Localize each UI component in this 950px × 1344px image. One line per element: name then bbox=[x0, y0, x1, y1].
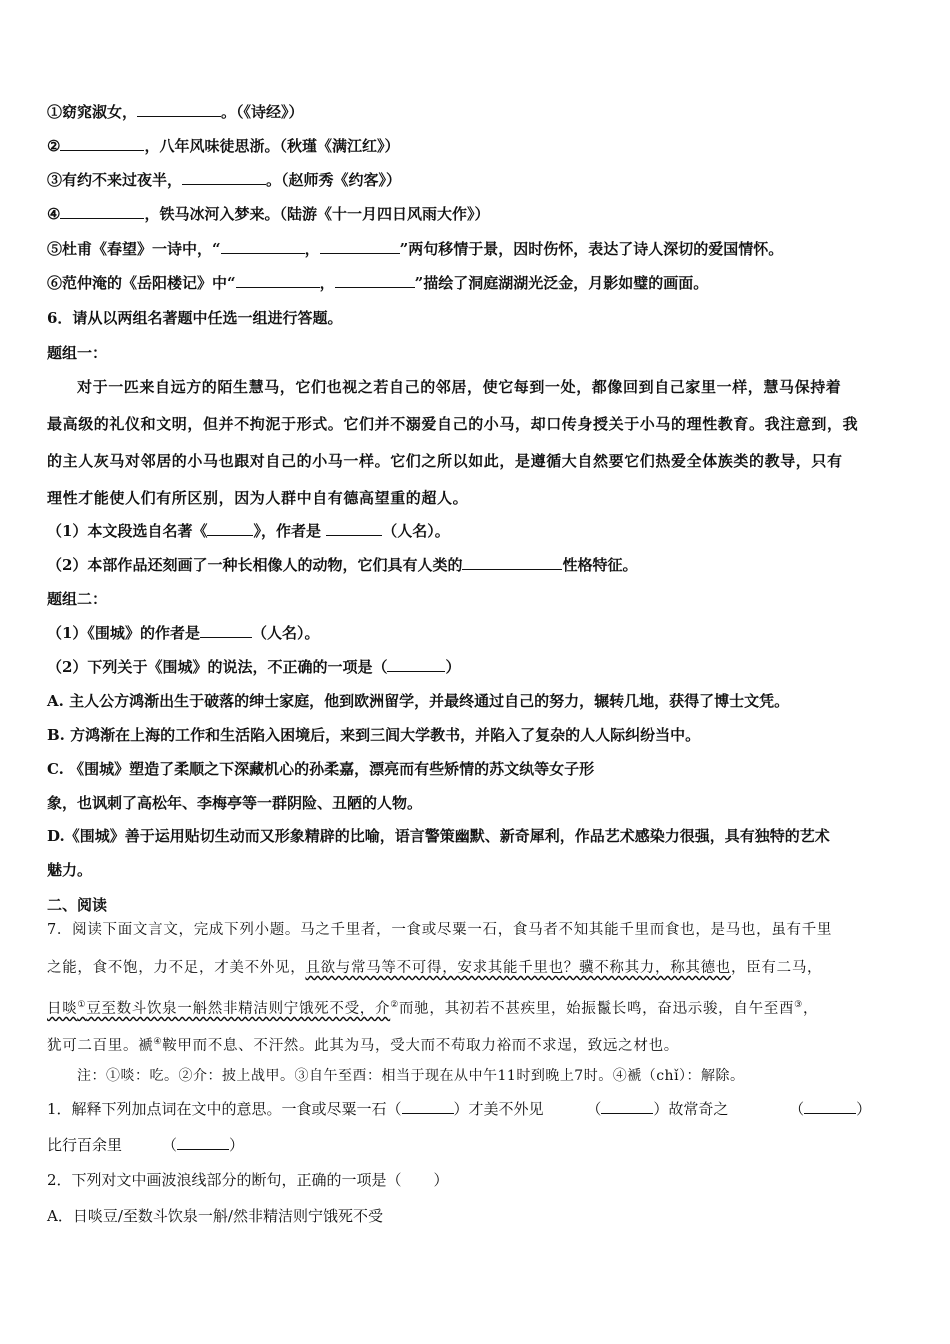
g1-question-2 bbox=[47, 555, 637, 575]
group2-label: 题组二： bbox=[47, 590, 108, 608]
answer-blank[interactable] bbox=[320, 239, 400, 254]
poem-text: ”两句移情于景，因时伤怀，表达了诗人深切的爱国情怀。 bbox=[399, 240, 784, 258]
sub-question-1 bbox=[47, 1099, 871, 1119]
question-text: 2．下列对文中画波浪线部分的断句，正确的一项是（ bbox=[47, 1171, 402, 1189]
q7-line: 7．阅读下面文言文，完成下列小题。马之千里者，一食或尽粟一石，食马者不知其能千里而食也，是马也，虽有千里 bbox=[47, 922, 833, 938]
question-text: （ bbox=[162, 1136, 178, 1154]
g2-question-2 bbox=[47, 657, 460, 677]
poem-fill-2 bbox=[47, 136, 399, 156]
poem-source: （秋瑾《满江红》） bbox=[279, 137, 400, 155]
passage-line: 的主人灰马对邻居的小马也跟对自己的小马一样。它们之所以如此，是遵循大自然要它们热爱全体族类的教导，只有 bbox=[47, 452, 843, 470]
footnotes: 注：①啖：吃。②介：披上战甲。③自午至酉：相当于现在从中午11时到晚上7时。④褫（chǐ）：解除。 bbox=[77, 1068, 745, 1084]
answer-blank[interactable] bbox=[804, 1099, 856, 1114]
poem-text: ①窈窕淑女， bbox=[47, 103, 138, 121]
wavy-underlined-text bbox=[47, 1001, 390, 1017]
classical-text: 犹可二百里。褫 bbox=[47, 1037, 154, 1054]
classical-text: 日啖 bbox=[47, 1000, 78, 1017]
poem-text: ③有约不来过夜半， bbox=[47, 171, 183, 189]
question-text: （ bbox=[586, 1100, 602, 1118]
question-text: ） bbox=[433, 1171, 449, 1189]
answer-blank[interactable] bbox=[182, 170, 266, 185]
question-text: 性格特征。 bbox=[562, 556, 638, 574]
poem-text: ，八年风味徒思浙。 bbox=[144, 137, 280, 155]
question-text: ） bbox=[445, 658, 461, 676]
answer-blank[interactable] bbox=[326, 521, 382, 536]
question-text: （1）本文段选自名著《 bbox=[47, 522, 208, 540]
group1-label: 题组一： bbox=[47, 344, 108, 362]
passage-line: 理性才能使人们有所区别，因为人群中自有德高望重的超人。 bbox=[47, 489, 469, 507]
wavy-underlined-text: 且欲与常马等不可得，安求其能千里也？骥不称其力，称其德也 bbox=[305, 960, 732, 976]
answer-blank[interactable] bbox=[387, 657, 445, 672]
poem-text: ， bbox=[319, 274, 335, 292]
question-text: 比行百余里 bbox=[47, 1136, 123, 1154]
poem-text: ，铁马冰河入梦来。 bbox=[144, 205, 280, 223]
option-d-cont: 魅力。 bbox=[47, 861, 93, 879]
classical-text: ， bbox=[802, 1000, 819, 1017]
poem-text: ， bbox=[304, 240, 320, 258]
question-text: ） bbox=[856, 1100, 872, 1118]
answer-blank[interactable] bbox=[60, 136, 144, 151]
poem-text: ④ bbox=[47, 205, 61, 223]
answer-blank[interactable] bbox=[177, 1135, 229, 1150]
option-d: D.《围城》善于运用贴切生动而又形象精辟的比喻，语言警策幽默、新奇犀利，作品艺术感染力很强，具有独特的艺术 bbox=[47, 827, 830, 845]
option-b: B. 方鸿渐在上海的工作和生活陷入困境后，来到三闾大学教书，并陷入了复杂的人人际纠纷当中。 bbox=[47, 726, 701, 744]
poem-text: 。 bbox=[221, 103, 237, 121]
poem-fill-5 bbox=[47, 239, 783, 259]
footnote-mark: ② bbox=[390, 1000, 399, 1010]
question-text: （人名）。 bbox=[251, 624, 320, 642]
option-c-cont: 象，也讽刺了高松年、李梅亭等一群阴险、丑陋的人物。 bbox=[47, 794, 423, 812]
question-text: （2）下列关于《围城》的说法，不正确的一项是（ bbox=[47, 658, 388, 676]
classical-text: 而驰，其初若不甚疾里，始振鬣长鸣，奋迅示骏，自午至酉 bbox=[398, 1000, 795, 1017]
footnote-mark: ④ bbox=[153, 1037, 163, 1047]
question-text: （2）本部作品还刻画了一种长相像人的动物，它们具有人类的 bbox=[47, 556, 463, 574]
poem-source: （赵师秀《约客》） bbox=[281, 171, 402, 189]
footnote-mark: ③ bbox=[794, 1000, 803, 1010]
q7-line bbox=[47, 1032, 679, 1056]
option-a: A. 主人公方鸿渐出生于破落的绅士家庭，他到欧洲留学，并最终通过自己的努力，辗转几地，获得了博士文凭。 bbox=[47, 692, 790, 710]
classical-text: 豆至数斗饮泉一斛然非精洁则宁饿死不受，介 bbox=[86, 1000, 391, 1017]
option-c: C. 《围城》塑造了柔顺之下深藏机心的孙柔嘉，漂亮而有些矫情的苏文纨等女子形 bbox=[47, 760, 595, 778]
poem-fill-6 bbox=[47, 273, 708, 293]
passage-line: 对于一匹来自远方的陌生慧马，它们也视之若自己的邻居，使它每到一处，都像回到自己家里一样，慧马保持着 bbox=[77, 378, 842, 396]
question-text: （ bbox=[789, 1100, 805, 1118]
poem-source: （《诗经》） bbox=[236, 103, 304, 121]
q7-line bbox=[47, 995, 818, 1019]
question-text: 》，作者是 bbox=[253, 522, 327, 540]
answer-blank[interactable] bbox=[236, 273, 320, 288]
sub-question-2 bbox=[47, 1170, 449, 1190]
answer-blank[interactable] bbox=[402, 1099, 454, 1114]
g1-question-1 bbox=[47, 521, 450, 541]
passage-line: 最高级的礼仪和文明，但并不拘泥于形式。它们并不溺爱自己的小马，却口传身授关于小马的理性教育。我注意到，我 bbox=[47, 415, 859, 433]
answer-blank[interactable] bbox=[60, 204, 144, 219]
answer-blank[interactable] bbox=[601, 1099, 653, 1114]
answer-blank[interactable] bbox=[200, 623, 252, 638]
classical-text: 之能，食不饱，力不足，才美不外见， bbox=[47, 960, 306, 976]
footnote-mark: ① bbox=[77, 1000, 87, 1010]
poem-fill-4 bbox=[47, 204, 489, 224]
section-heading: 二、阅读 bbox=[47, 896, 108, 914]
question-text: （人名）。 bbox=[382, 522, 450, 540]
poem-text: ”描绘了洞庭湖湖光泛金，月影如璧的画面。 bbox=[414, 274, 709, 292]
g2-question-1 bbox=[47, 623, 319, 643]
poem-text: ⑤杜甫《春望》一诗中，“ bbox=[47, 240, 221, 258]
sub-question-1-cont bbox=[47, 1135, 244, 1155]
poem-text: 。 bbox=[266, 171, 282, 189]
question-text: ）才美不外见 bbox=[453, 1100, 544, 1118]
sub-question-2-option-a: A．日啖豆/至数斗饮泉一斛/然非精洁则宁饿死不受 bbox=[47, 1207, 383, 1225]
classical-text: ，臣有二马， bbox=[731, 960, 823, 976]
poem-source: （陆游《十一月四日风雨大作》） bbox=[279, 205, 490, 223]
question-text: ） bbox=[229, 1136, 245, 1154]
question-text: （1）《围城》的作者是 bbox=[47, 624, 200, 642]
q7-line bbox=[47, 958, 822, 978]
answer-blank[interactable] bbox=[462, 555, 562, 570]
answer-blank[interactable] bbox=[137, 102, 221, 117]
answer-blank[interactable] bbox=[207, 521, 253, 536]
poem-text: ⑥范仲淹的《岳阳楼记》中“ bbox=[47, 274, 236, 292]
question-text: 1．解释下列加点词在文中的意思。一食或尽粟一石（ bbox=[47, 1100, 402, 1118]
answer-blank[interactable] bbox=[221, 239, 305, 254]
poem-fill-1 bbox=[47, 102, 304, 122]
question-text: ）故常奇之 bbox=[653, 1100, 729, 1118]
classical-text: 鞍甲而不息、不汗然。此其为马，受大而不苟取力裕而不求逞，致远之材也。 bbox=[162, 1037, 679, 1054]
q6-title: 6．请从以两组名著题中任选一组进行答题。 bbox=[47, 309, 343, 327]
poem-fill-3 bbox=[47, 170, 401, 190]
answer-blank[interactable] bbox=[335, 273, 415, 288]
poem-text: ② bbox=[47, 137, 61, 155]
